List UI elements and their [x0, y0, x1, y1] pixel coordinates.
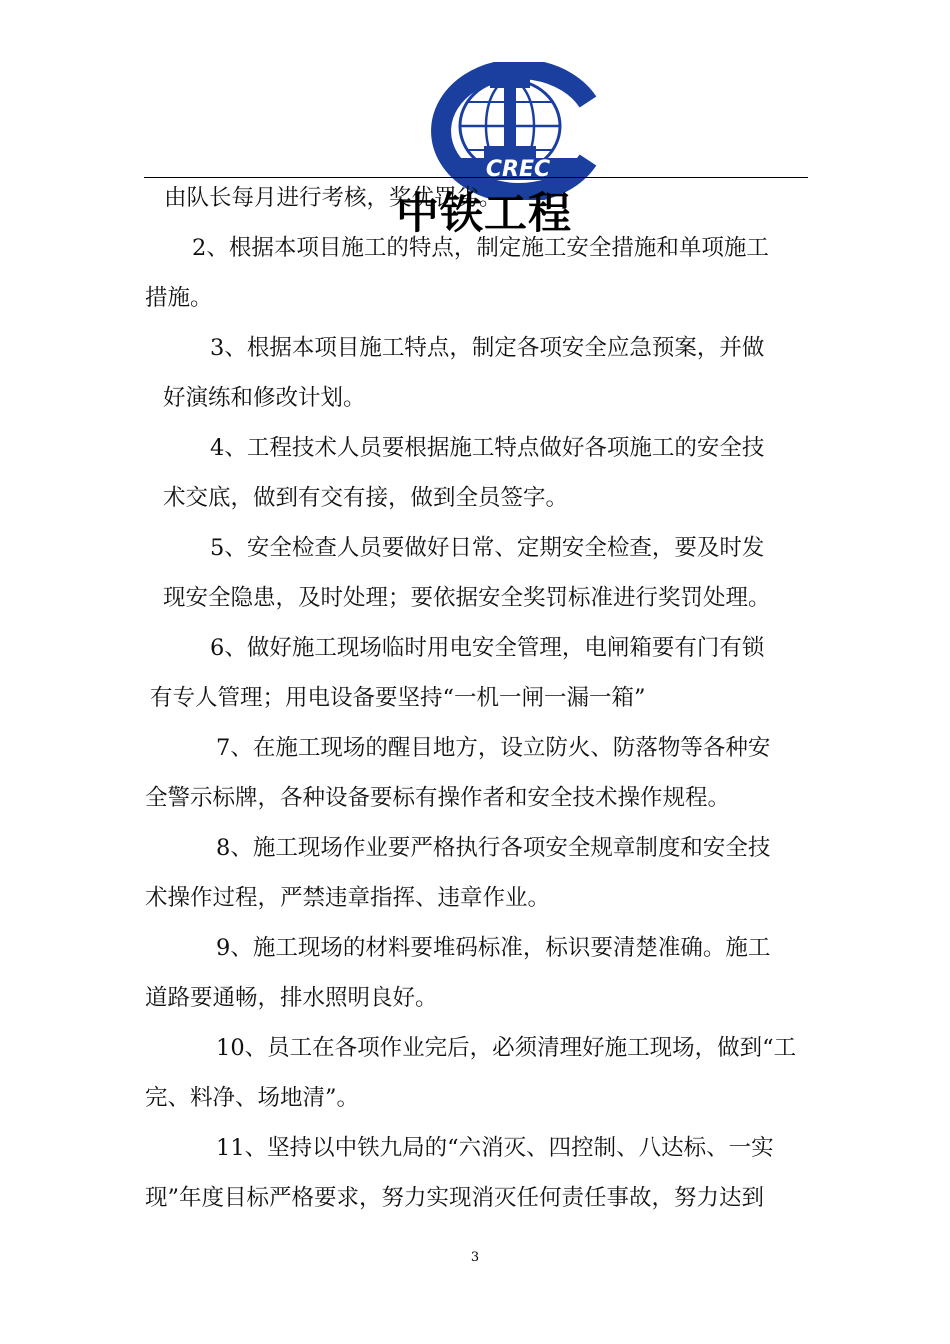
body-line: 现安全隐患，及时处理；要依据安全奖罚标准进行奖罚处理。 [163, 585, 771, 611]
body-line: 术操作过程，严禁违章指挥、违章作业。 [145, 885, 551, 911]
body-line: 措施。 [145, 285, 213, 311]
body-line: 5、安全检查人员要做好日常、定期安全检查，要及时发 [210, 535, 765, 561]
body-line: 有专人管理；用电设备要坚持“一机一闸一漏一箱” [150, 685, 646, 711]
body-line: 术交底，做到有交有接，做到全员签字。 [163, 485, 569, 511]
page-number: 3 [470, 1250, 480, 1265]
company-name: 中铁工程 [396, 189, 572, 239]
crec-logo [418, 62, 614, 200]
body-line: 好演练和修改计划。 [163, 385, 366, 411]
body-line: 现”年度目标严格要求，努力实现消灭任何责任事故，努力达到 [145, 1185, 765, 1211]
body-line: 道路要通畅，排水照明良好。 [145, 985, 438, 1011]
body-line: 由队长每月进行考核，奖优罚劣。 [164, 185, 502, 211]
body-line: 10、员工在各项作业完后，必须清理好施工现场，做到“工 [216, 1035, 797, 1061]
body-line: 6、做好施工现场临时用电安全管理，电闸箱要有门有锁 [210, 635, 765, 661]
body-line: 全警示标牌，各种设备要标有操作者和安全技术操作规程。 [145, 785, 731, 811]
body-line: 11、坚持以中铁九局的“六消灭、四控制、八达标、一实 [216, 1135, 774, 1161]
body-line: 7、在施工现场的醒目地方，设立防火、防落物等各种安 [216, 735, 771, 761]
body-line: 9、施工现场的材料要堆码标准，标识要清楚准确。施工 [216, 935, 771, 961]
body-line: 2、根据本项目施工的特点，制定施工安全措施和单项施工 [192, 235, 769, 261]
body-line: 4、工程技术人员要根据施工特点做好各项施工的安全技 [210, 435, 765, 461]
body-line: 3、根据本项目施工特点，制定各项安全应急预案，并做 [210, 335, 765, 361]
header-rule [144, 177, 808, 178]
body-line: 完、料净、场地清”。 [145, 1085, 360, 1111]
body-line: 8、施工现场作业要严格执行各项安全规章制度和安全技 [216, 835, 771, 861]
svg-text:CREC: CREC [485, 157, 551, 182]
